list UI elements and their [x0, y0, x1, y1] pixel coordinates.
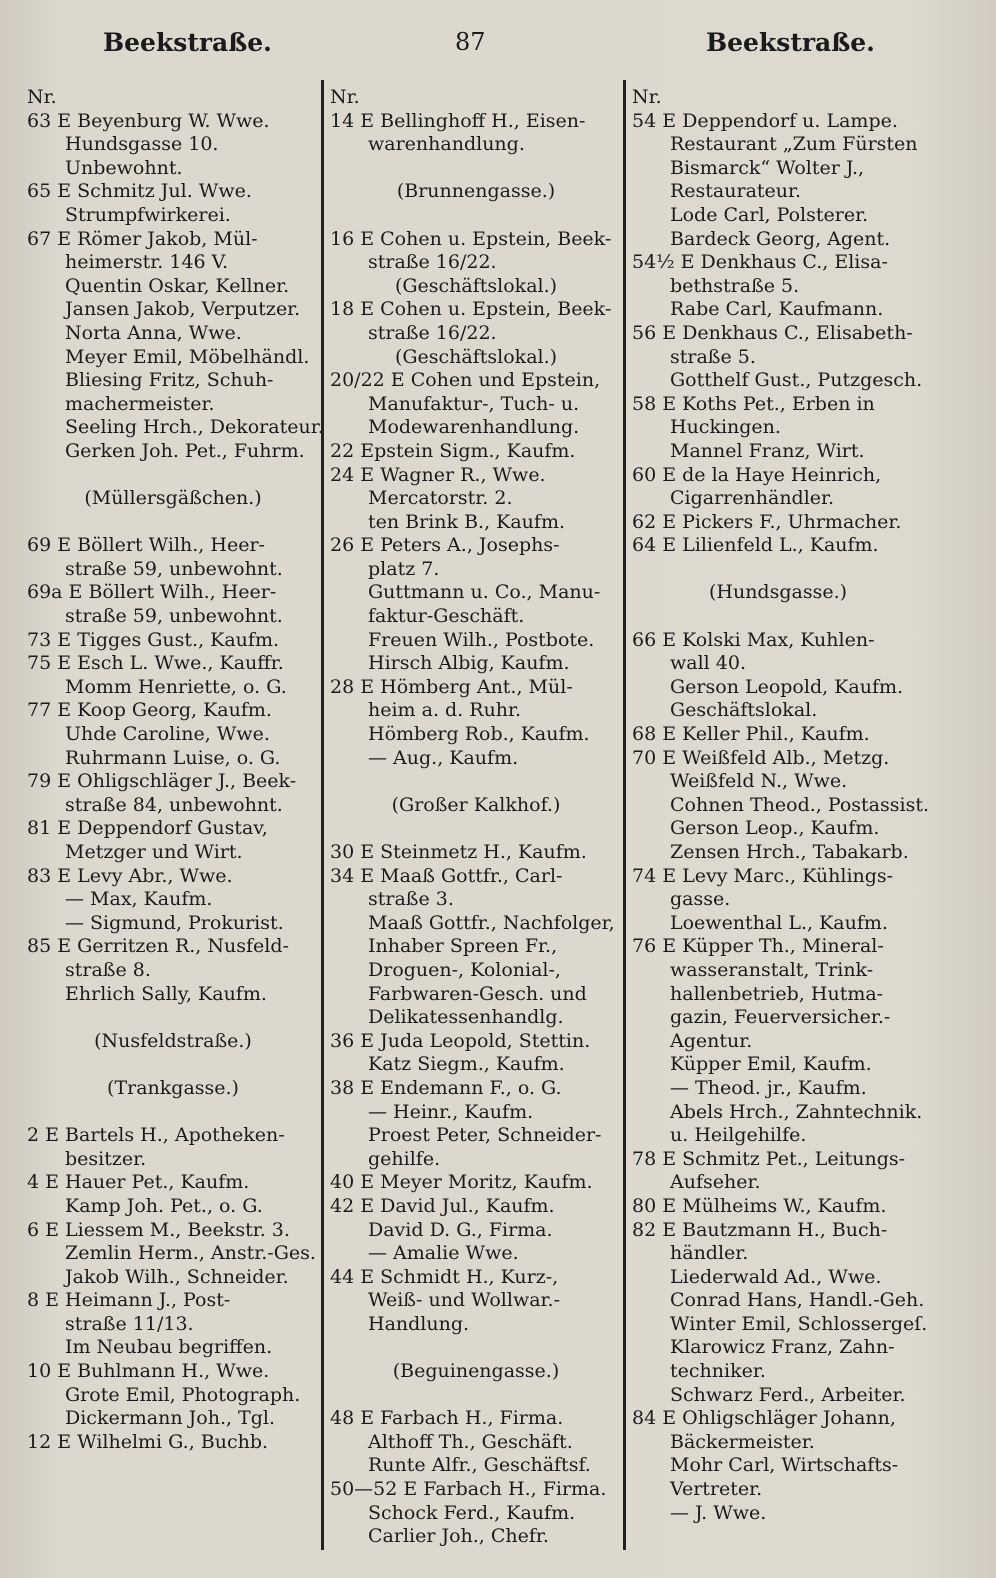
house-entry: 77 E Koop Georg, Kaufm. — [27, 699, 272, 722]
resident-entry: Kamp Joh. Pet., o. G. — [65, 1194, 263, 1217]
spacer — [330, 770, 622, 794]
resident-entry: Seeling Hrch., Dekorateur. — [65, 416, 324, 439]
resident-entry: Mannel Franz, Wirt. — [670, 439, 865, 462]
resident-entry: platz 7. — [368, 557, 440, 580]
house-entry: 28 E Hömberg Ant., Mül- — [330, 675, 573, 698]
resident-entry: Huckingen. — [670, 416, 781, 439]
resident-entry: straße 59, unbewohnt. — [65, 557, 283, 580]
resident-entry: David D. G., Firma. — [368, 1218, 553, 1241]
house-entry: 80 E Mülheims W., Kaufm. — [632, 1194, 887, 1217]
resident-entry: — Heinr., Kaufm. — [368, 1100, 534, 1123]
column-2 — [330, 86, 622, 1549]
house-entry: 34 E Maaß Gottfr., Carl- — [330, 864, 563, 887]
resident-entry: Jakob Wilh., Schneider. — [65, 1265, 289, 1288]
resident-entry: Handlung. — [368, 1312, 470, 1335]
house-entry: 54½ E Denkhaus C., Elisa- — [632, 251, 888, 274]
resident-entry: straße 3. — [368, 888, 454, 911]
house-entry: 84 E Ohligschläger Johann, — [632, 1407, 896, 1430]
page-number: 87 — [455, 28, 486, 56]
resident-entry: bethstraße 5. — [670, 274, 800, 297]
resident-entry: Unbewohnt. — [65, 156, 183, 179]
resident-entry: Droguen-, Kolonial-, — [368, 958, 561, 981]
resident-entry: Gerson Leop., Kaufm. — [670, 817, 880, 840]
house-entry: 73 E Tigges Gust., Kaufm. — [27, 628, 280, 651]
resident-entry: Inhaber Spreen Fr., — [368, 935, 558, 958]
resident-entry: gehilfe. — [368, 1147, 441, 1170]
street-section-heading: (Nusfeldstraße.) — [94, 1029, 252, 1052]
house-entry: 68 E Keller Phil., Kaufm. — [632, 723, 870, 746]
resident-entry: Guttmann u. Co., Manu- — [368, 581, 601, 604]
house-entry: 58 E Koths Pet., Erben in — [632, 392, 875, 415]
spacer — [330, 1384, 622, 1408]
house-entry: 26 E Peters A., Josephs- — [330, 534, 560, 557]
resident-entry: Uhde Caroline, Wwe. — [65, 723, 270, 746]
house-entry: 40 E Meyer Moritz, Kaufm. — [330, 1171, 593, 1194]
resident-entry: Hirsch Albig, Kaufm. — [368, 652, 570, 675]
resident-entry: Schwarz Ferd., Arbeiter. — [670, 1383, 906, 1406]
resident-entry: Rabe Carl, Kaufmann. — [670, 298, 884, 321]
resident-entry: — Max, Kaufm. — [65, 888, 213, 911]
resident-entry: Aufseher. — [670, 1171, 761, 1194]
resident-entry: Weißfeld N., Wwe. — [670, 770, 848, 793]
resident-entry: Ehrlich Sally, Kaufm. — [65, 982, 267, 1005]
resident-entry: Loewenthal L., Kaufm. — [670, 911, 888, 934]
house-entry: 4 E Hauer Pet., Kaufm. — [27, 1171, 250, 1194]
resident-entry: Katz Siegm., Kaufm. — [368, 1053, 565, 1076]
spacer — [632, 605, 924, 629]
spacer — [27, 1006, 319, 1030]
resident-entry: faktur-Geschäft. — [368, 605, 525, 628]
house-entry: 20/22 E Cohen und Epstein, — [330, 369, 601, 392]
house-entry: 65 E Schmitz Jul. Wwe. — [27, 180, 252, 203]
resident-entry: straße 16/22. — [368, 321, 497, 344]
spacer — [330, 817, 622, 841]
resident-entry: Weiß- und Wollwar.- — [368, 1289, 561, 1312]
resident-entry: Zensen Hrch., Tabakarb. — [670, 841, 909, 863]
resident-entry: machermeister. — [65, 392, 215, 415]
resident-entry: straße 5. — [670, 345, 756, 368]
resident-entry: Vertreter. — [670, 1478, 763, 1501]
resident-entry: — Sigmund, Prokurist. — [65, 911, 284, 934]
resident-entry: Farbwaren-Gesch. und — [368, 982, 587, 1005]
resident-entry: Strumpfwirkerei. — [65, 203, 231, 226]
resident-entry: Dickermann Joh., Tgl. — [65, 1407, 276, 1430]
resident-entry: Althoff Th., Geschäft. — [368, 1430, 573, 1453]
resident-entry: Liederwald Ad., Wwe. — [670, 1265, 882, 1288]
house-entry: 30 E Steinmetz H., Kaufm. — [330, 841, 587, 863]
resident-entry: Abels Hrch., Zahntechnik. — [670, 1100, 923, 1123]
house-entry: 42 E David Jul., Kaufm. — [330, 1194, 555, 1217]
spacer — [27, 511, 319, 535]
resident-entry: Bäckermeister. — [670, 1430, 815, 1453]
spacer — [632, 558, 924, 582]
street-section-heading: (Hundsgasse.) — [708, 581, 848, 604]
house-entry: 78 E Schmitz Pet., Leitungs- — [632, 1147, 906, 1170]
house-entry: 48 E Farbach H., Firma. — [330, 1407, 564, 1430]
resident-entry: Conrad Hans, Handl.-Geh. — [670, 1289, 925, 1312]
resident-entry: hallenbetrieb, Hutma- — [670, 982, 884, 1005]
resident-entry: Carlier Joh., Chefr. — [368, 1525, 549, 1548]
resident-entry: Im Neubau begriffen. — [65, 1336, 273, 1359]
running-head-left: Beekstraße. — [103, 28, 272, 57]
resident-entry: — J. Wwe. — [670, 1501, 767, 1524]
house-entry: 66 E Kolski Max, Kuhlen- — [632, 628, 875, 651]
house-entry: 60 E de la Haye Heinrich, — [632, 463, 882, 486]
resident-entry: Gotthelf Gust., Putzgesch. — [670, 369, 923, 392]
resident-entry: straße 8. — [65, 958, 151, 981]
column-header: Nr. — [632, 86, 662, 108]
resident-entry: u. Heilgehilfe. — [670, 1124, 807, 1147]
resident-entry: techniker. — [670, 1360, 766, 1383]
street-section-heading: (Trankgasse.) — [107, 1076, 239, 1099]
resident-entry: Norta Anna, Wwe. — [65, 321, 242, 344]
house-entry: 50—52 E Farbach H., Firma. — [330, 1478, 607, 1501]
house-entry: 22 Epstein Sigm., Kaufm. — [330, 439, 576, 462]
resident-entry: wasseranstalt, Trink- — [670, 958, 874, 981]
house-entry: 83 E Levy Abr., Wwe. — [27, 864, 233, 887]
resident-entry: Modewarenhandlung. — [368, 416, 580, 439]
house-entry: 38 E Endemann F., o. G. — [330, 1076, 562, 1099]
resident-entry: Gerken Joh. Pet., Fuhrm. — [65, 439, 305, 462]
house-entry: 85 E Gerritzen R., Nusfeld- — [27, 935, 289, 958]
street-section-heading: (Großer Kalkhof.) — [391, 793, 561, 816]
resident-entry: heim a. d. Ruhr. — [368, 699, 522, 722]
house-entry: 16 E Cohen u. Epstein, Beek- — [330, 227, 612, 250]
resident-entry: straße 84, unbewohnt. — [65, 793, 283, 816]
house-entry: 76 E Küpper Th., Mineral- — [632, 935, 884, 958]
street-section-heading: (Beguinengasse.) — [392, 1360, 560, 1383]
house-entry: 69 E Böllert Wilh., Heer- — [27, 534, 265, 557]
resident-entry: Zemlin Herm., Anstr.-Ges. — [65, 1242, 316, 1265]
column-1 — [27, 86, 324, 1454]
resident-entry: Küpper Emil, Kaufm. — [670, 1053, 872, 1076]
resident-entry: Proest Peter, Schneider- — [368, 1124, 602, 1147]
column-header: Nr. — [330, 86, 360, 108]
resident-entry: Agentur. — [670, 1029, 753, 1052]
column-rule-1 — [321, 80, 324, 1550]
resident-entry: Bismarck“ Wolter J., — [670, 156, 865, 179]
house-entry: 64 E Lilienfeld L., Kaufm. — [632, 534, 879, 557]
resident-entry: Winter Emil, Schlossergeſ. — [670, 1312, 928, 1335]
house-entry: 36 E Juda Leopold, Stettin. — [330, 1029, 591, 1052]
house-entry: 10 E Buhlmann H., Wwe. — [27, 1360, 270, 1383]
spacer — [27, 464, 319, 488]
resident-entry: Cohnen Theod., Postassist. — [670, 793, 930, 816]
resident-entry: — Aug., Kaufm. — [368, 746, 519, 769]
resident-entry: Ruhrmann Luise, o. G. — [65, 746, 281, 769]
resident-entry: Maaß Gottfr., Nachfolger, — [368, 911, 615, 934]
resident-entry: Jansen Jakob, Verputzer. — [65, 298, 301, 321]
resident-entry: straße 16/22. — [368, 251, 497, 274]
resident-entry: Geschäftslokal. — [670, 699, 818, 722]
house-entry: 70 E Weißfeld Alb., Metzg. — [632, 746, 890, 769]
resident-entry: Klarowicz Franz, Zahn- — [670, 1336, 895, 1359]
spacer — [330, 157, 622, 181]
resident-entry: Runte Alfr., Geschäftsf. — [368, 1454, 591, 1477]
house-entry: 44 E Schmidt H., Kurz-, — [330, 1265, 559, 1288]
house-entry: 81 E Deppendorf Gustav, — [27, 817, 268, 840]
house-entry: 67 E Römer Jakob, Mül- — [27, 227, 258, 250]
spacer — [330, 204, 622, 228]
street-section-heading: (Geschäftslokal.) — [394, 274, 558, 297]
spacer — [27, 1053, 319, 1077]
street-section-heading: (Müllersgäßchen.) — [84, 487, 262, 510]
resident-entry: warenhandlung. — [368, 133, 525, 156]
house-entry: 63 E Beyenburg W. Wwe. — [27, 109, 270, 132]
column-rule-2 — [623, 80, 626, 1550]
resident-entry: — Amalie Wwe. — [368, 1242, 519, 1265]
house-entry: 18 E Cohen u. Epstein, Beek- — [330, 298, 612, 321]
house-entry: 75 E Esch L. Wwe., Kauffr. — [27, 652, 284, 675]
resident-entry: Hömberg Rob., Kaufm. — [368, 723, 590, 746]
house-entry: 74 E Levy Marc., Kühlings- — [632, 864, 894, 887]
resident-entry: heimerstr. 146 V. — [65, 251, 229, 274]
house-entry: 69a E Böllert Wilh., Heer- — [27, 581, 277, 604]
resident-entry: Meyer Emil, Möbelhändl. — [65, 345, 310, 368]
resident-entry: Metzger und Wirt. — [65, 841, 243, 863]
resident-entry: Grote Emil, Photograph. — [65, 1383, 301, 1406]
resident-entry: Restaurateur. — [670, 180, 802, 203]
resident-entry: gazin, Feuerversicher.- — [670, 1006, 891, 1029]
house-entry: 82 E Bautzmann H., Buch- — [632, 1218, 888, 1241]
resident-entry: Delikatessenhandlg. — [368, 1006, 564, 1029]
house-entry: 79 E Ohligschläger J., Beek- — [27, 770, 297, 793]
resident-entry: Quentin Oskar, Kellner. — [65, 274, 290, 297]
spacer — [27, 1101, 319, 1125]
resident-entry: Schock Ferd., Kaufm. — [368, 1501, 576, 1524]
resident-entry: Bardeck Georg, Agent. — [670, 227, 891, 250]
resident-entry: straße 59, unbewohnt. — [65, 605, 283, 628]
resident-entry: Restaurant „Zum Fürsten — [670, 133, 918, 156]
column-header: Nr. — [27, 86, 57, 108]
resident-entry: gasse. — [670, 888, 731, 911]
house-entry: 56 E Denkhaus C., Elisabeth- — [632, 321, 913, 344]
resident-entry: Momm Henriette, o. G. — [65, 675, 287, 698]
house-entry: 54 E Deppendorf u. Lampe. — [632, 109, 898, 132]
house-entry: 62 E Pickers F., Uhrmacher. — [632, 510, 902, 533]
spacer — [330, 1336, 622, 1360]
resident-entry: straße 11/13. — [65, 1312, 194, 1335]
resident-entry: händler. — [670, 1242, 749, 1265]
resident-entry: Gerson Leopold, Kaufm. — [670, 675, 904, 698]
street-section-heading: (Geschäftslokal.) — [394, 345, 558, 368]
resident-entry: Bliesing Fritz, Schuh- — [65, 369, 274, 392]
column-3 — [632, 86, 930, 1525]
resident-entry: Manufaktur-, Tuch- u. — [368, 392, 580, 415]
resident-entry: besitzer. — [65, 1147, 147, 1170]
street-section-heading: (Brunnengasse.) — [396, 180, 556, 203]
house-entry: 6 E Liessem M., Beekstr. 3. — [27, 1218, 290, 1241]
resident-entry: Mercatorstr. 2. — [368, 487, 513, 510]
resident-entry: wall 40. — [670, 652, 746, 675]
resident-entry: Freuen Wilh., Postbote. — [368, 628, 595, 651]
resident-entry: — Theod. jr., Kaufm. — [670, 1076, 867, 1099]
house-entry: 24 E Wagner R., Wwe. — [330, 463, 546, 486]
resident-entry: ten Brink B., Kaufm. — [368, 510, 565, 533]
resident-entry: Mohr Carl, Wirtschafts- — [670, 1454, 899, 1477]
house-entry: 8 E Heimann J., Post- — [27, 1289, 231, 1312]
resident-entry: Lode Carl, Polsterer. — [670, 203, 869, 226]
house-entry: 12 E Wilhelmi G., Buchb. — [27, 1430, 269, 1453]
resident-entry: Cigarrenhändler. — [670, 487, 835, 510]
house-entry: 14 E Bellinghoff H., Eisen- — [330, 109, 586, 132]
resident-entry: Hundsgasse 10. — [65, 133, 219, 156]
running-head-right: Beekstraße. — [706, 28, 875, 57]
house-entry: 2 E Bartels H., Apotheken- — [27, 1124, 285, 1147]
